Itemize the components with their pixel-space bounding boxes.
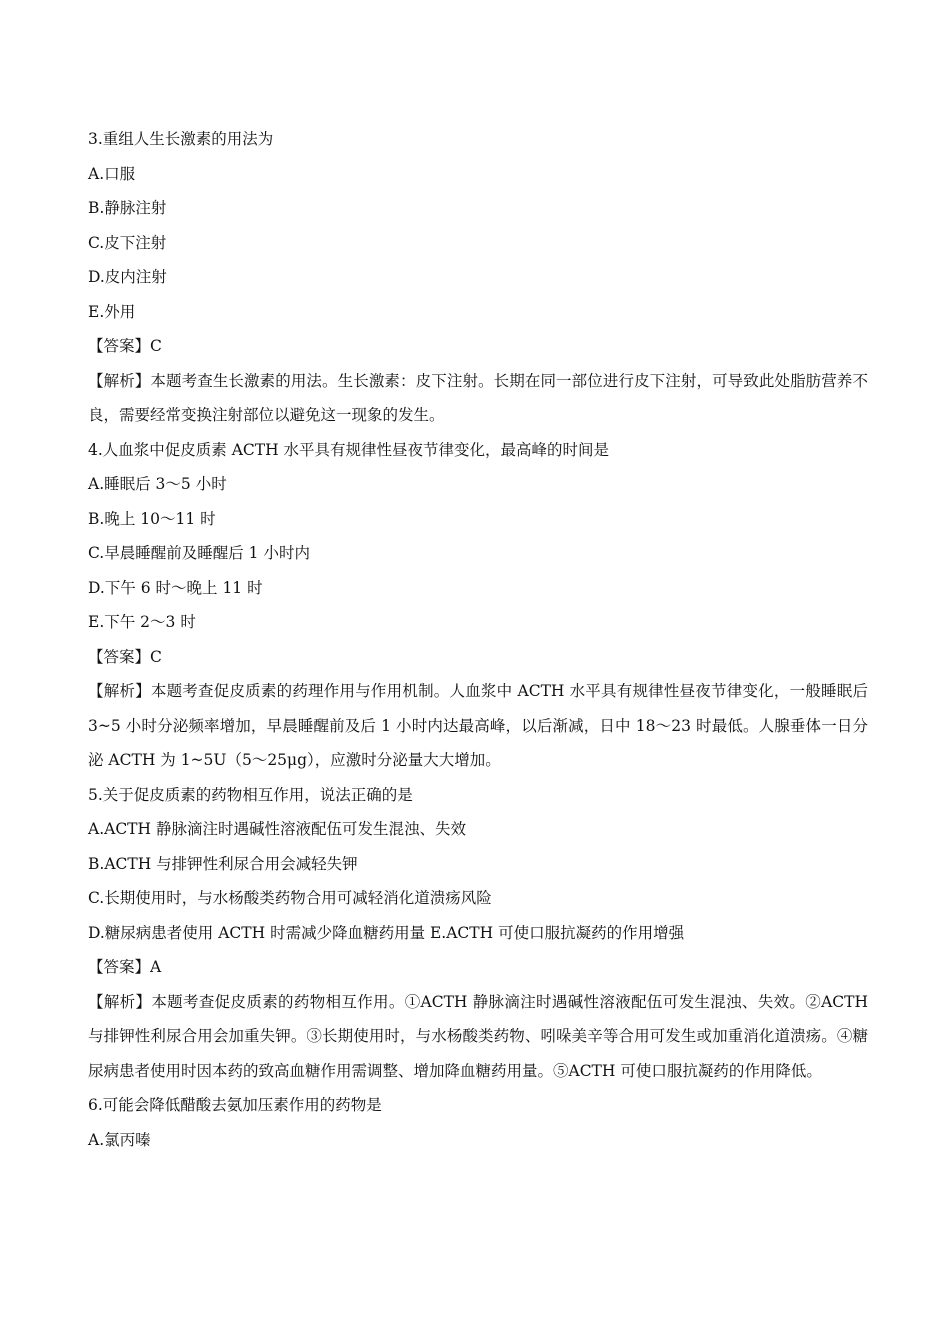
- option-c: C.早晨睡醒前及睡醒后 1 小时内: [88, 544, 310, 562]
- option-a: A.ACTH 静脉滴注时遇碱性溶液配伍可发生混浊、失效: [88, 820, 466, 838]
- option-d: D.皮内注射: [88, 268, 167, 286]
- analysis-paragraph: 【解析】本题考查生长激素的用法。生长激素：皮下注射。长期在同一部位进行皮下注射，可导致此处脂肪营养不良，需要经常变换注射部位以避免这一现象的发生。: [88, 371, 868, 424]
- option-c: C.长期使用时，与水杨酸类药物合用可减轻消化道溃疡风险: [88, 889, 492, 907]
- answer-line: 【答案】C: [88, 647, 162, 666]
- option-b: B.ACTH 与排钾性利尿合用会减轻失钾: [88, 854, 358, 873]
- question-stem: 4.人血浆中促皮质素 ACTH 水平具有规律性昼夜节律变化，最高峰的时间是: [88, 440, 610, 459]
- option-b: B.晚上 10～11 时: [88, 509, 216, 528]
- answer-line: 【答案】C: [88, 337, 162, 355]
- option-e: E.下午 2～3 时: [88, 613, 196, 631]
- option-a: A.睡眠后 3～5 小时: [88, 475, 227, 493]
- document-page: [88, 122, 868, 1157]
- option-a: A.氯丙嗪: [88, 1130, 151, 1149]
- option-d-e: D.糖尿病患者使用 ACTH 时需减少降血糖药用量 E.ACTH 可使口服抗凝药的作用增强: [88, 923, 685, 942]
- option-b: B.静脉注射: [88, 199, 167, 217]
- answer-line: 【答案】A: [88, 958, 162, 976]
- option-e: E.外用: [88, 302, 136, 321]
- question-stem: 5.关于促皮质素的药物相互作用，说法正确的是: [88, 785, 413, 804]
- analysis-paragraph: 【解析】本题考查促皮质素的药物相互作用。①ACTH 静脉滴注时遇碱性溶液配伍可发生混浊、失效。②ACTH 与排钾性利尿合用会加重失钾。③长期使用时，与水杨酸类药物、吲哚美辛等合用可发生或加重消化道溃疡。④糖尿病患者使用时因本药的致高血糖作用需调整、增加降血糖药用量。⑤ACTH 可使口服抗凝药的作用降低。: [88, 992, 868, 1080]
- question-stem: 3.重组人生长激素的用法为: [88, 130, 274, 148]
- option-a: A.口服: [88, 164, 136, 183]
- option-d: D.下午 6 时～晚上 11 时: [88, 578, 263, 597]
- question-stem: 6.可能会降低醋酸去氨加压素作用的药物是: [88, 1096, 382, 1114]
- analysis-paragraph: 【解析】本题考查促皮质素的药理作用与作用机制。人血浆中 ACTH 水平具有规律性昼夜节律变化，一般睡眠后 3~5 小时分泌频率增加，早晨睡醒前及后 1 小时内达最高峰，以后渐减，日中 18～23 时最低。人腺垂体一日分泌 ACTH 为 1~5U（5～25μg），应激时分泌量大大增加。: [88, 682, 868, 769]
- option-c: C.皮下注射: [88, 233, 167, 252]
